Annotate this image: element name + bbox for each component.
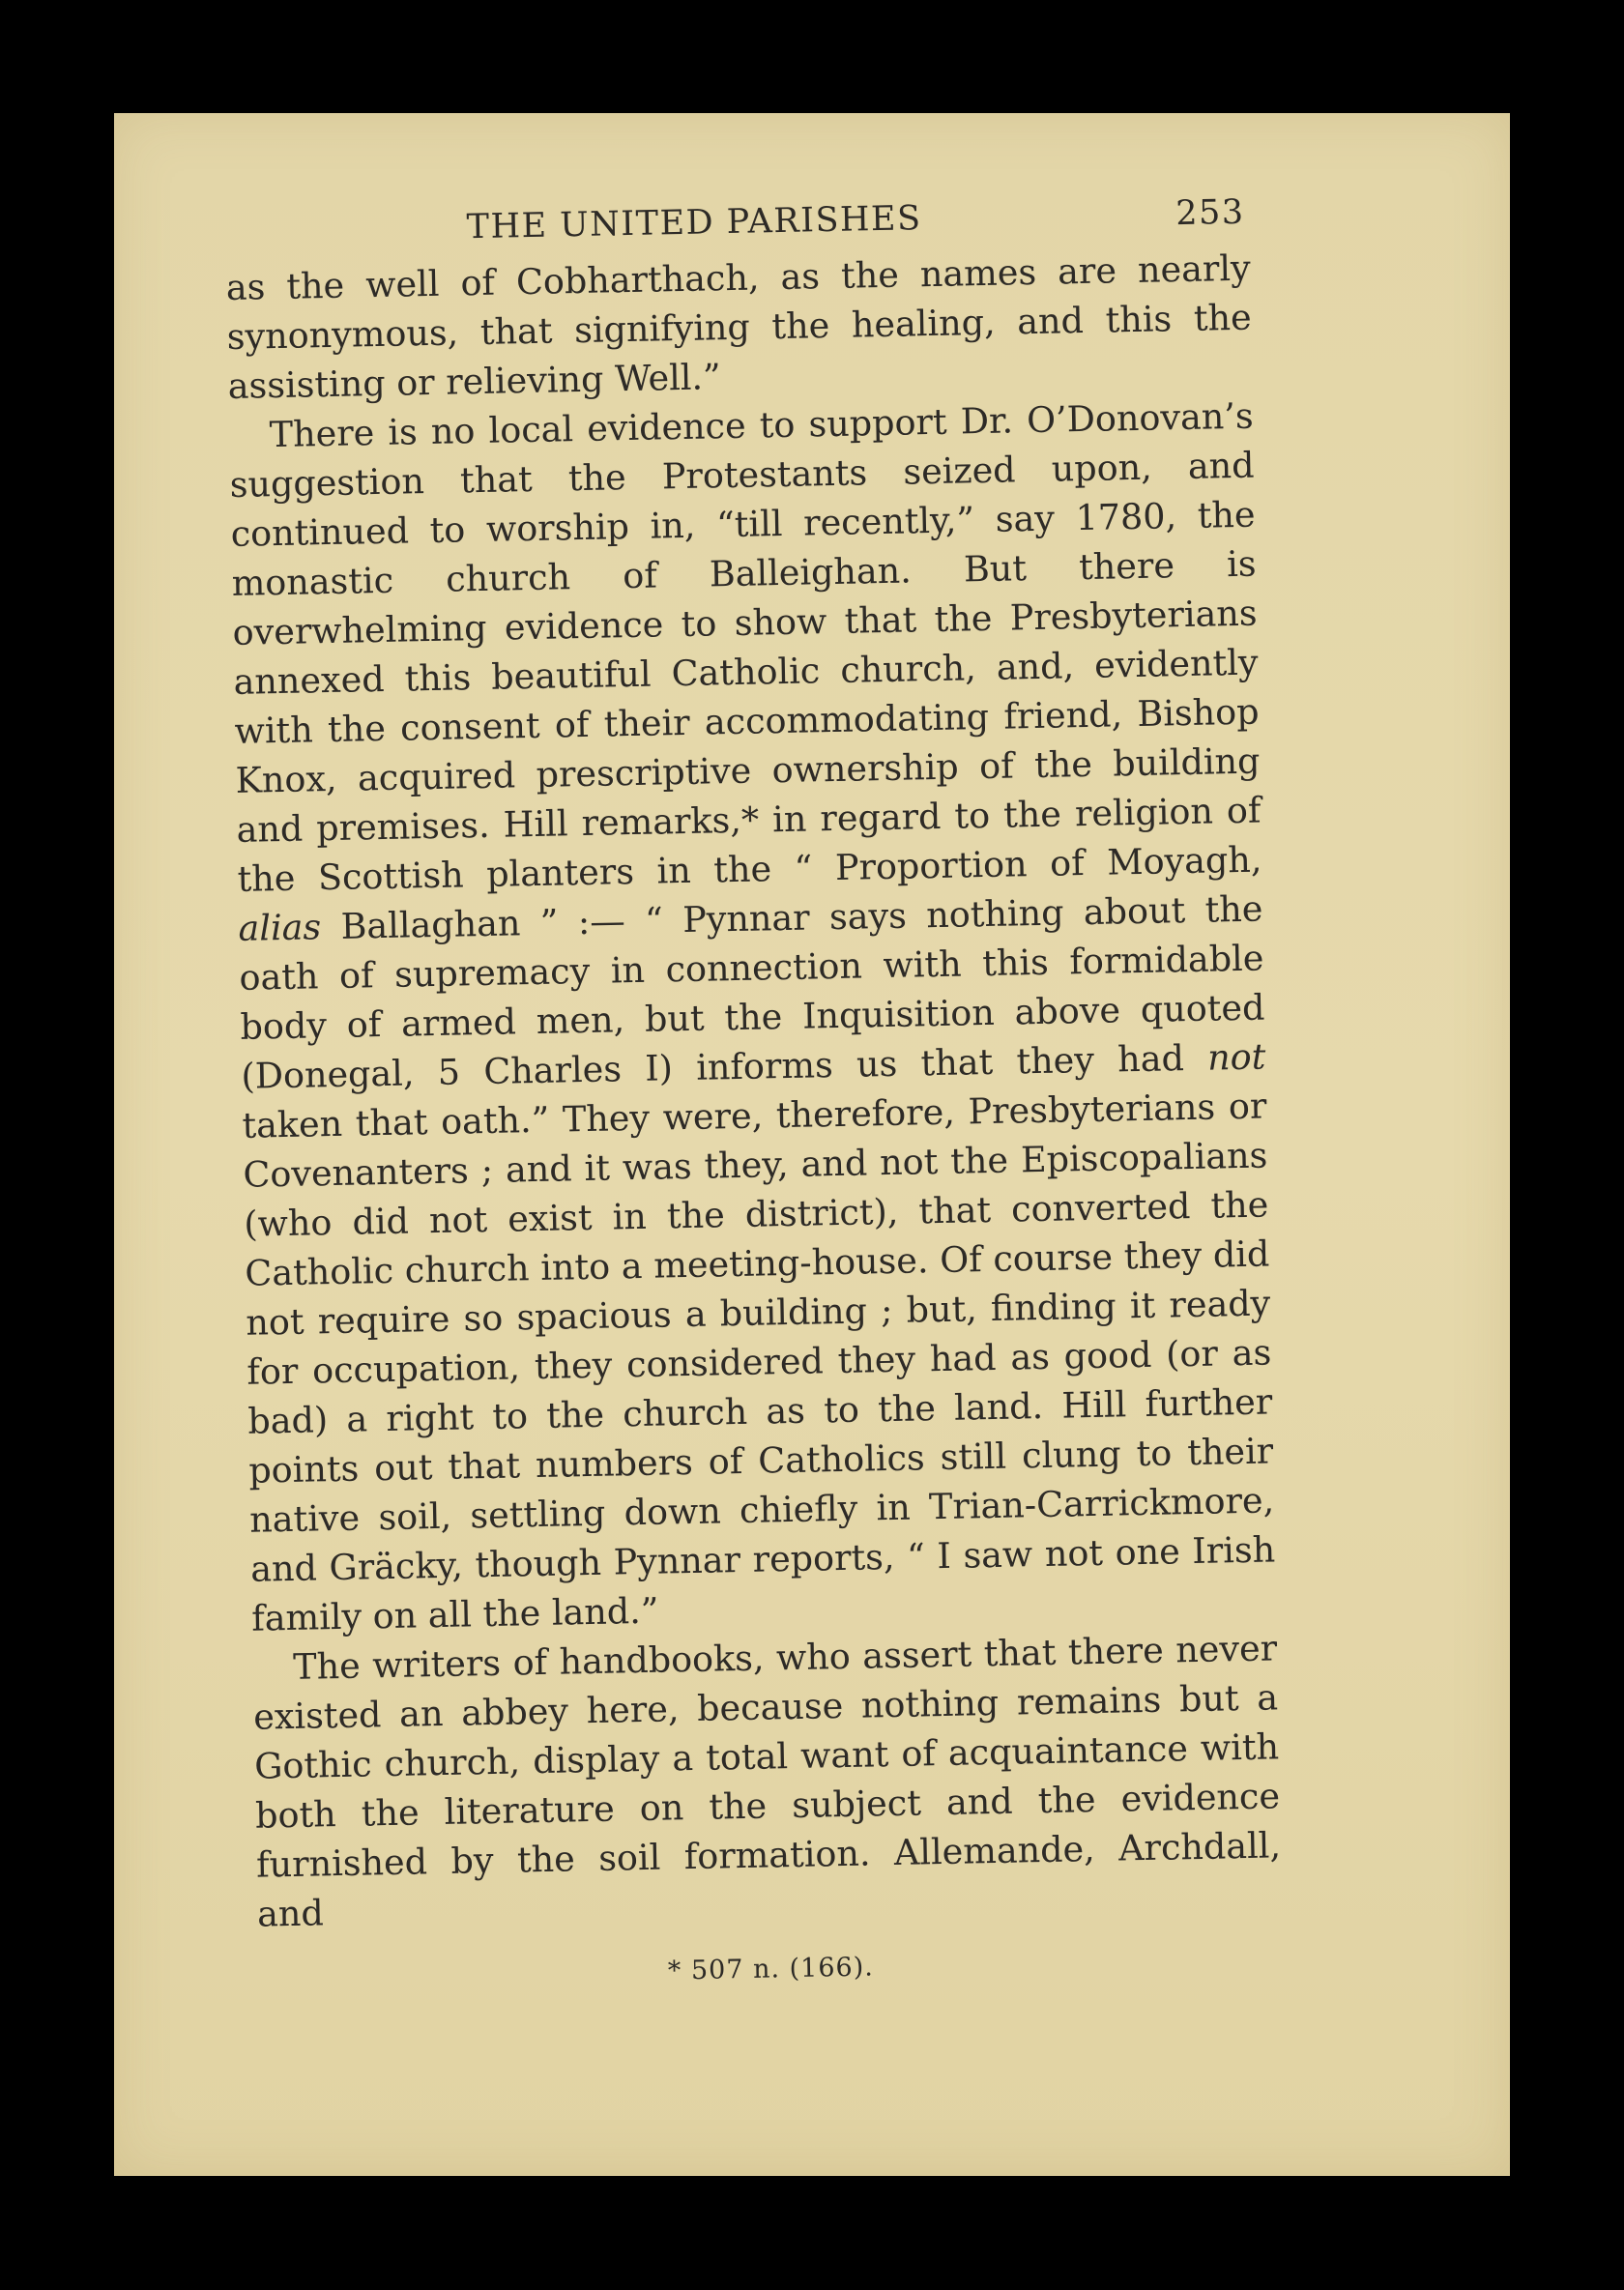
italic-not: not xyxy=(1206,1035,1266,1079)
paragraph-2 xyxy=(228,391,1276,1643)
body-text xyxy=(225,244,1282,1939)
italic-alias: alias xyxy=(238,906,322,949)
text-block xyxy=(224,176,1284,1994)
paragraph-1: as the well of Cobharthach, as the names are nearly synonymous, that signifying the healing, and this the assisting or relieving Well.” xyxy=(225,246,1253,407)
footnote: * 507 n. (166). xyxy=(667,1952,875,1986)
running-title: THE UNITED PARISHES xyxy=(466,199,922,247)
paragraph-2-part-b: Ballaghan ” :— “ Pynnar says nothing about the oath of supremacy in connection with this formidable body of armed men, but the Inquisition above quoted (Donegal, 5 Charles I) informs us that they had xyxy=(239,887,1265,1097)
paragraph-2-part-c: taken that oath.” They were, therefore, Presbyterians or Covenanters ; and it was they, and not the Episcopalians (who did not exist in the district), that converted the Catholic church into a meeting-house. Of course they did not require so spacious a building ; but, finding it ready for occupation, they considered they had as good (or as bad) a right to the church as to the land. Hill further points out that numbers of Catholics still clung to their native soil, settling down chiefly in Trian-Carrickmore, and Gräcky, though Pynnar reports, “ I saw not one Irish family on all the land.” xyxy=(242,1085,1276,1639)
paragraph-2-part-a: There is no local evidence to support Dr. O’Donovan’s suggestion that the Protestants seized upon, and continued to worship in, “till recently,” say 1780, the monastic church of Balleighan. But there is overwhelming evidence to show that the Presbyterians annexed this beautiful Catholic church, and, evidently with the consent of their accommodating friend, Bishop Knox, acquired prescriptive ownership of the building and premises. Hill remarks,* in regard to the religion of the Scottish planters in the “ Proportion of Moyagh, xyxy=(229,394,1262,900)
page-number: 253 xyxy=(1174,192,1245,234)
book-page xyxy=(114,113,1510,2176)
paragraph-3: The writers of handbooks, who assert that there never existed an abbey here, because nothing remains but a Gothic church, display a total want of acquaintance with both the literature on the subject and the evidence furnished by the soil formation. Allemande, Archdall, and xyxy=(252,1627,1282,1935)
